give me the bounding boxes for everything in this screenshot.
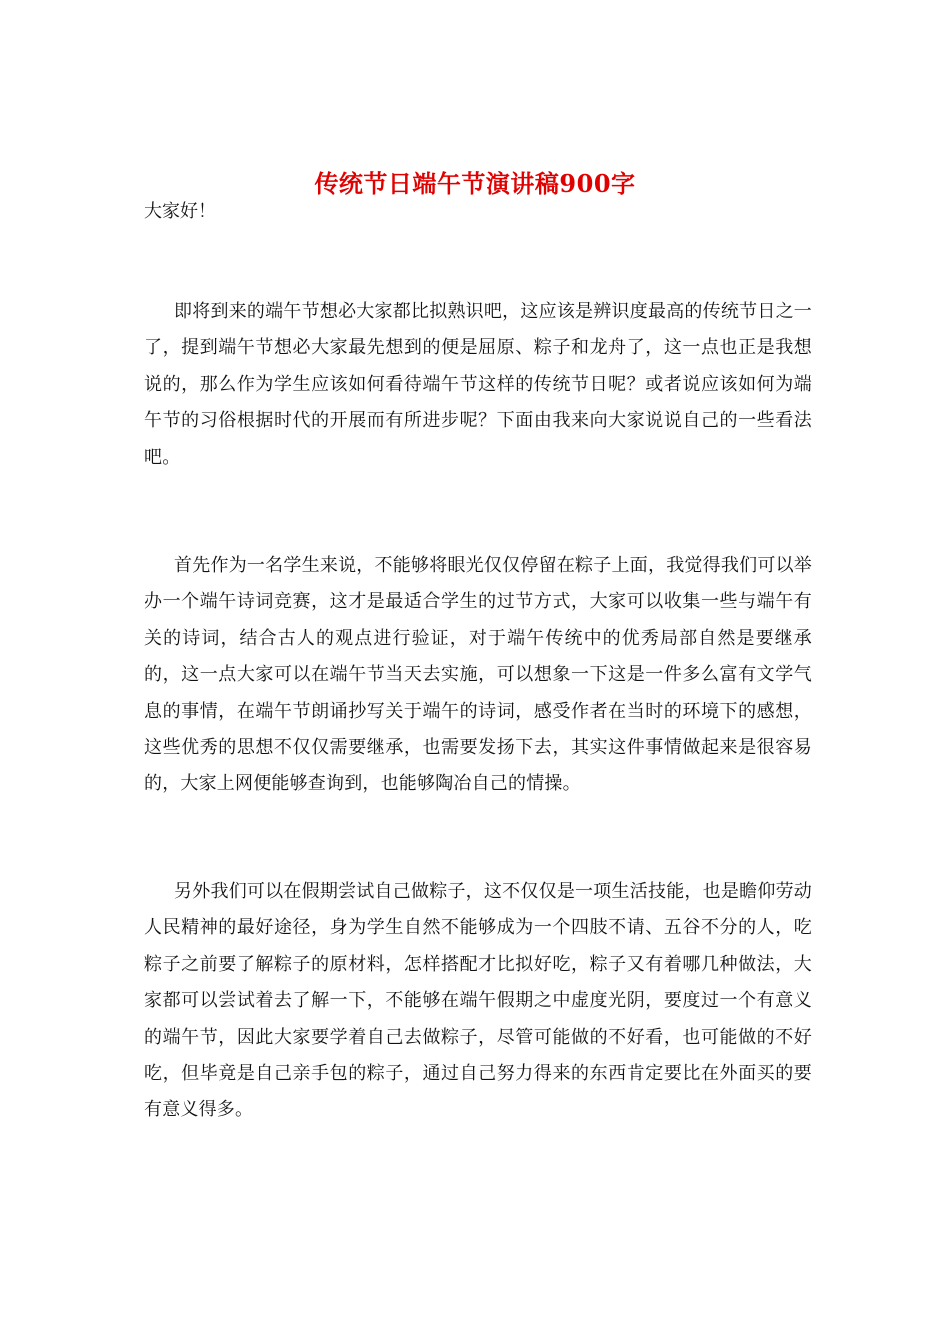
paragraph-3: 另外我们可以在假期尝试自己做粽子，这不仅仅是一项生活技能，也是瞻仰劳动人民精神的最好途径，身为学生自然不能够成为一个四肢不请、五谷不分的人，吃粽子之前要了解粽子的原材料，怎样搭配才比拟好吃，粽子又有着哪几种做法，大家都可以尝试着去了解一下，不能够在端午假期之中虚度光阴，要度过一个有意义的端午节，因此大家要学着自己去做粽子，尽管可能做的不好看，也可能做的不好吃，但毕竟是自己亲手包的粽子，通过自己努力得来的东西肯定要比在外面买的要有意义得多。: [144, 881, 812, 1121]
document-title: 传统节日端午节演讲稿900字: [314, 169, 636, 199]
paragraph-2: 首先作为一名学生来说，不能够将眼光仅仅停留在粽子上面，我觉得我们可以举办一个端午诗词竞赛，这才是最适合学生的过节方式，大家可以收集一些与端午有关的诗词，结合古人的观点进行验证，对于端午传统中的优秀局部自然是要继承的，这一点大家可以在端午节当天去实施，可以想象一下这是一件多么富有文学气息的事情，在端午节朗诵抄写关于端午的诗词，感受作者在当时的环境下的感想，这些优秀的思想不仅仅需要继承，也需要发扬下去，其实这件事情做起来是很容易的，大家上网便能够查询到，也能够陶冶自己的情操。: [144, 555, 812, 795]
paragraph-1: 即将到来的端午节想必大家都比拟熟识吧，这应该是辨识度最高的传统节日之一了，提到端午节想必大家最先想到的便是屈原、粽子和龙舟了，这一点也正是我想说的，那么作为学生应该如何看待端午节这样的传统节日呢？或者说应该如何为端午节的习俗根据时代的开展而有所进步呢？下面由我来向大家说说自己的一些看法吧。: [144, 301, 812, 468]
greeting-text: 大家好！: [144, 201, 216, 222]
